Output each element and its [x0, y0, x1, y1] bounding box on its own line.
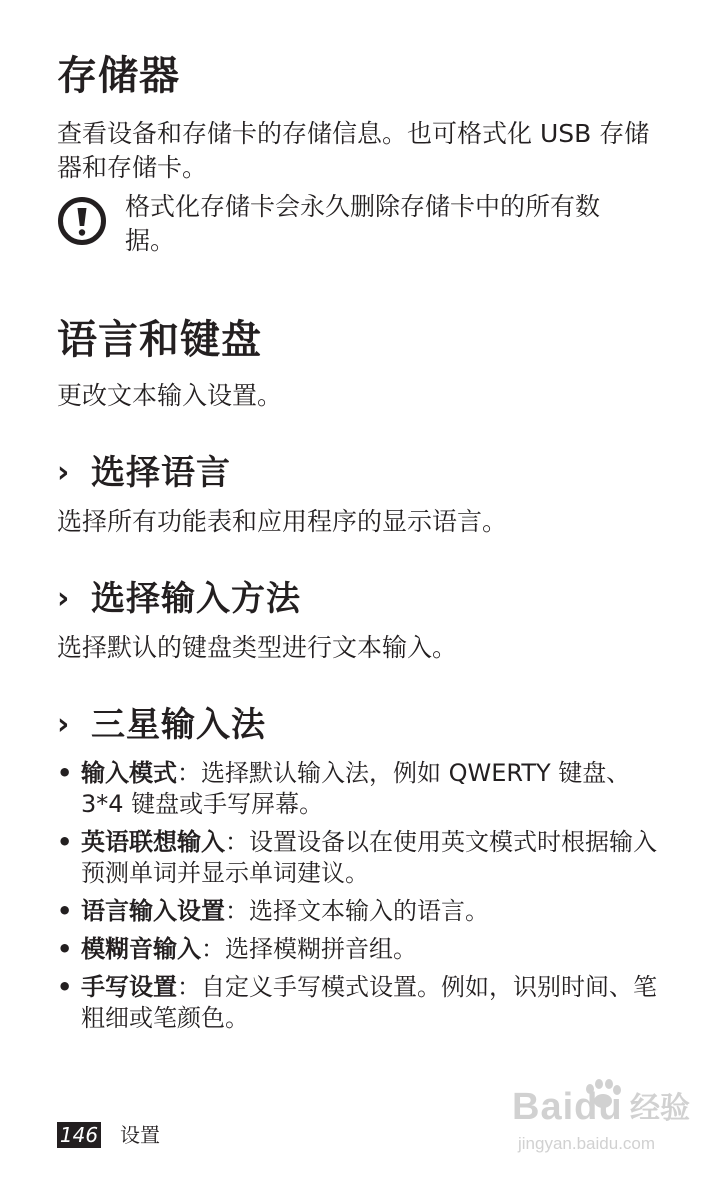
section-description: 选择所有功能表和应用程序的显示语言。 [57, 507, 508, 536]
section-select-language [57, 451, 231, 495]
watermark-logo: Baidu [512, 1086, 623, 1128]
storage-title: 存储器 [57, 53, 180, 99]
language-keyboard-title: 语言和键盘 [57, 317, 262, 363]
option-term: 输入模式 [81, 759, 177, 787]
section-samsung-keyboard [57, 703, 266, 747]
warning-icon [57, 196, 107, 246]
bullet-icon: • [57, 828, 73, 856]
footer-section-name: 设置 [120, 1123, 160, 1147]
option-separator: ： [225, 897, 249, 925]
option-text: 设置设备以在使用英文模式时根据输入预测单词并显示单词建议。 [81, 828, 657, 887]
section-title: 选择语言 [91, 453, 231, 493]
option-text: 自定义手写模式设置。例如，识别时间、笔粗细或笔颜色。 [81, 973, 657, 1032]
option-separator: ： [225, 828, 249, 856]
section-title: 选择输入方法 [91, 579, 301, 619]
list-item [57, 934, 672, 965]
option-text: 选择文本输入的语言。 [249, 897, 489, 925]
page-number: 146 [57, 1122, 101, 1148]
option-separator: ： [177, 973, 201, 1001]
list-item [57, 972, 672, 1034]
bullet-icon: • [57, 759, 73, 787]
storage-description: 查看设备和存储卡的存储信息。也可格式化 USB 存储器和存储卡。 [57, 119, 650, 182]
baidu-watermark [512, 1085, 692, 1165]
list-item [57, 827, 672, 889]
bullet-icon: • [57, 935, 73, 963]
list-item [57, 758, 672, 820]
bullet-icon: • [57, 897, 73, 925]
option-term: 语言输入设置 [81, 897, 225, 925]
warning-text: 格式化存储卡会永久删除存储卡中的所有数据。 [125, 192, 601, 255]
watermark-label: 经验 [630, 1091, 690, 1126]
list-item [57, 896, 672, 927]
option-term: 模糊音输入 [81, 935, 201, 963]
option-separator: ： [201, 935, 225, 963]
option-text: 选择默认输入法，例如 QWERTY 键盘、3*4 键盘或手写屏幕。 [81, 759, 631, 818]
watermark-url: jingyan.baidu.com [518, 1134, 656, 1153]
samsung-keyboard-options [57, 758, 672, 1041]
section-title: 三星输入法 [91, 705, 266, 745]
option-separator: ： [177, 759, 201, 787]
bullet-icon: • [57, 973, 73, 1001]
chevron-right-icon: › [57, 455, 71, 490]
option-term: 英语联想输入 [81, 828, 225, 856]
chevron-right-icon: › [57, 581, 71, 616]
chevron-right-icon: › [57, 707, 71, 742]
warning-note [57, 190, 667, 260]
option-text: 选择模糊拼音组。 [225, 935, 417, 963]
language-keyboard-description: 更改文本输入设置。 [57, 381, 283, 410]
section-description: 选择默认的键盘类型进行文本输入。 [57, 633, 458, 662]
option-term: 手写设置 [81, 973, 177, 1001]
section-select-input-method [57, 577, 301, 621]
